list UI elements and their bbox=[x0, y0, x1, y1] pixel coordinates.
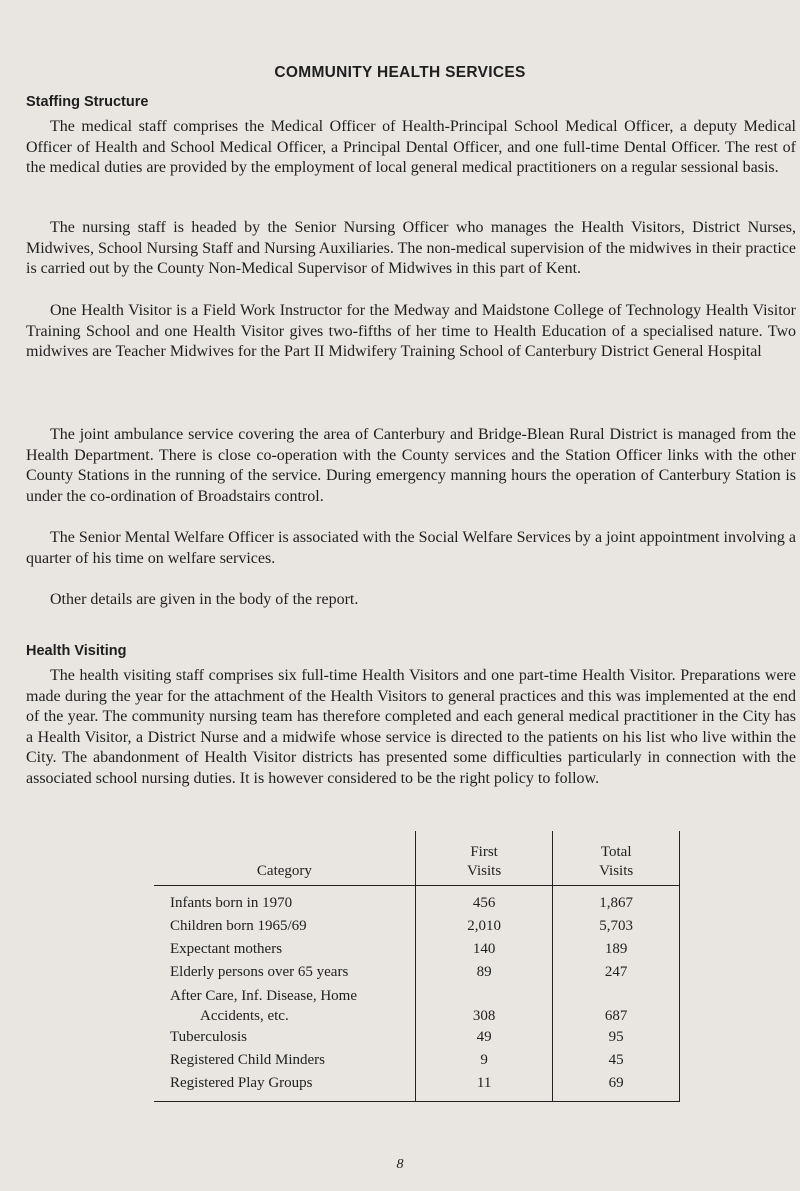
staffing-heading: Staffing Structure bbox=[26, 94, 149, 110]
header-total-visits: Total Visits bbox=[553, 831, 680, 886]
page-number: 8 bbox=[396, 1157, 404, 1172]
row-total-visits: 687 bbox=[553, 984, 680, 1026]
header-first-visits: First Visits bbox=[415, 831, 553, 886]
row-category: Registered Play Groups bbox=[154, 1072, 415, 1102]
staffing-paragraph-3: One Health Visitor is a Field Work Instructor for the Medway and Maidstone College of Technology Health Visitor Training School and one Health Visitor gives two-fifths of her time to Health Education of a specialised nature. Two midwives are Teacher Midwives for the Part II Midwifery Training School of Canterbury District General Hospital bbox=[26, 302, 796, 360]
row-first-visits: 456 bbox=[415, 886, 553, 916]
health-visiting-paragraph: The health visiting staff comprises six full-time Health Visitors and one part-time Health Visitor. Preparations were made during the year for the attachment of the Health Visitors to general practices and this was implemented at the end of the year. The community nursing team has therefore completed and each general medical practitioner in the City has a Health Visitor, a District Nurse and a midwife whose service is directed to the patients on his list who live within the City. The abandonment of Health Visitor districts has presented some difficulties particularly in connection with the associated school nursing duties. It is however considered to be the right policy to follow. bbox=[26, 667, 796, 787]
row-total-visits: 5,703 bbox=[553, 915, 680, 938]
row-total-visits: 45 bbox=[553, 1049, 680, 1072]
row-category: Infants born in 1970 bbox=[154, 886, 415, 916]
table-row bbox=[154, 1049, 680, 1072]
table-row bbox=[154, 915, 680, 938]
row-first-visits: 140 bbox=[415, 938, 553, 961]
table-row bbox=[154, 1026, 680, 1049]
table-header-row bbox=[154, 831, 680, 886]
staffing-paragraph-1: The medical staff comprises the Medical Officer of Health-Principal School Medical Officer, a deputy Medical Officer of Health and School Medical Officer, a Principal Dental Officer, and one full-time Dental Officer. The rest of the medical duties are provided by the employment of local general medical practitioners on a regular sessional basis. bbox=[26, 118, 796, 176]
health-visiting-heading: Health Visiting bbox=[26, 643, 127, 659]
row-first-visits: 308 bbox=[415, 984, 553, 1026]
row-first-visits: 2,010 bbox=[415, 915, 553, 938]
row-category: Children born 1965/69 bbox=[154, 915, 415, 938]
row-category: After Care, Inf. Disease, Home Accidents, etc. bbox=[154, 984, 415, 1026]
staffing-paragraph-4: The joint ambulance service covering the area of Canterbury and Bridge-Blean Rural District is managed from the Health Department. There is close co-operation with the County services and the Station Officer links with the other County Stations in the running of the service. During emergency manning hours the operation of Canterbury Station is under the co-ordination of Broadstairs control. bbox=[26, 426, 796, 505]
table-row bbox=[154, 984, 680, 1026]
row-total-visits: 1,867 bbox=[553, 886, 680, 916]
header-category: Category bbox=[154, 831, 415, 886]
staffing-paragraph-5: The Senior Mental Welfare Officer is associated with the Social Welfare Services by a joint appointment involving a quarter of his time on welfare services. bbox=[26, 529, 796, 567]
row-total-visits: 247 bbox=[553, 961, 680, 984]
row-first-visits: 49 bbox=[415, 1026, 553, 1049]
visits-table bbox=[154, 831, 680, 1102]
table-row bbox=[154, 938, 680, 961]
row-total-visits: 95 bbox=[553, 1026, 680, 1049]
table-row bbox=[154, 1072, 680, 1102]
row-category: Registered Child Minders bbox=[154, 1049, 415, 1072]
row-first-visits: 11 bbox=[415, 1072, 553, 1102]
page-title: COMMUNITY HEALTH SERVICES bbox=[274, 64, 526, 81]
row-first-visits: 9 bbox=[415, 1049, 553, 1072]
row-total-visits: 69 bbox=[553, 1072, 680, 1102]
table-row bbox=[154, 886, 680, 916]
staffing-paragraph-6: Other details are given in the body of the report. bbox=[50, 591, 359, 608]
row-first-visits: 89 bbox=[415, 961, 553, 984]
row-total-visits: 189 bbox=[553, 938, 680, 961]
row-category: Elderly persons over 65 years bbox=[154, 961, 415, 984]
staffing-paragraph-2: The nursing staff is headed by the Senior Nursing Officer who manages the Health Visitors, District Nurses, Midwives, School Nursing Staff and Nursing Auxiliaries. The non-medical supervision of the midwives in their practice is carried out by the County Non-Medical Supervisor of Midwives in this part of Kent. bbox=[26, 219, 796, 277]
row-category: Expectant mothers bbox=[154, 938, 415, 961]
table-row bbox=[154, 961, 680, 984]
row-category: Tuberculosis bbox=[154, 1026, 415, 1049]
